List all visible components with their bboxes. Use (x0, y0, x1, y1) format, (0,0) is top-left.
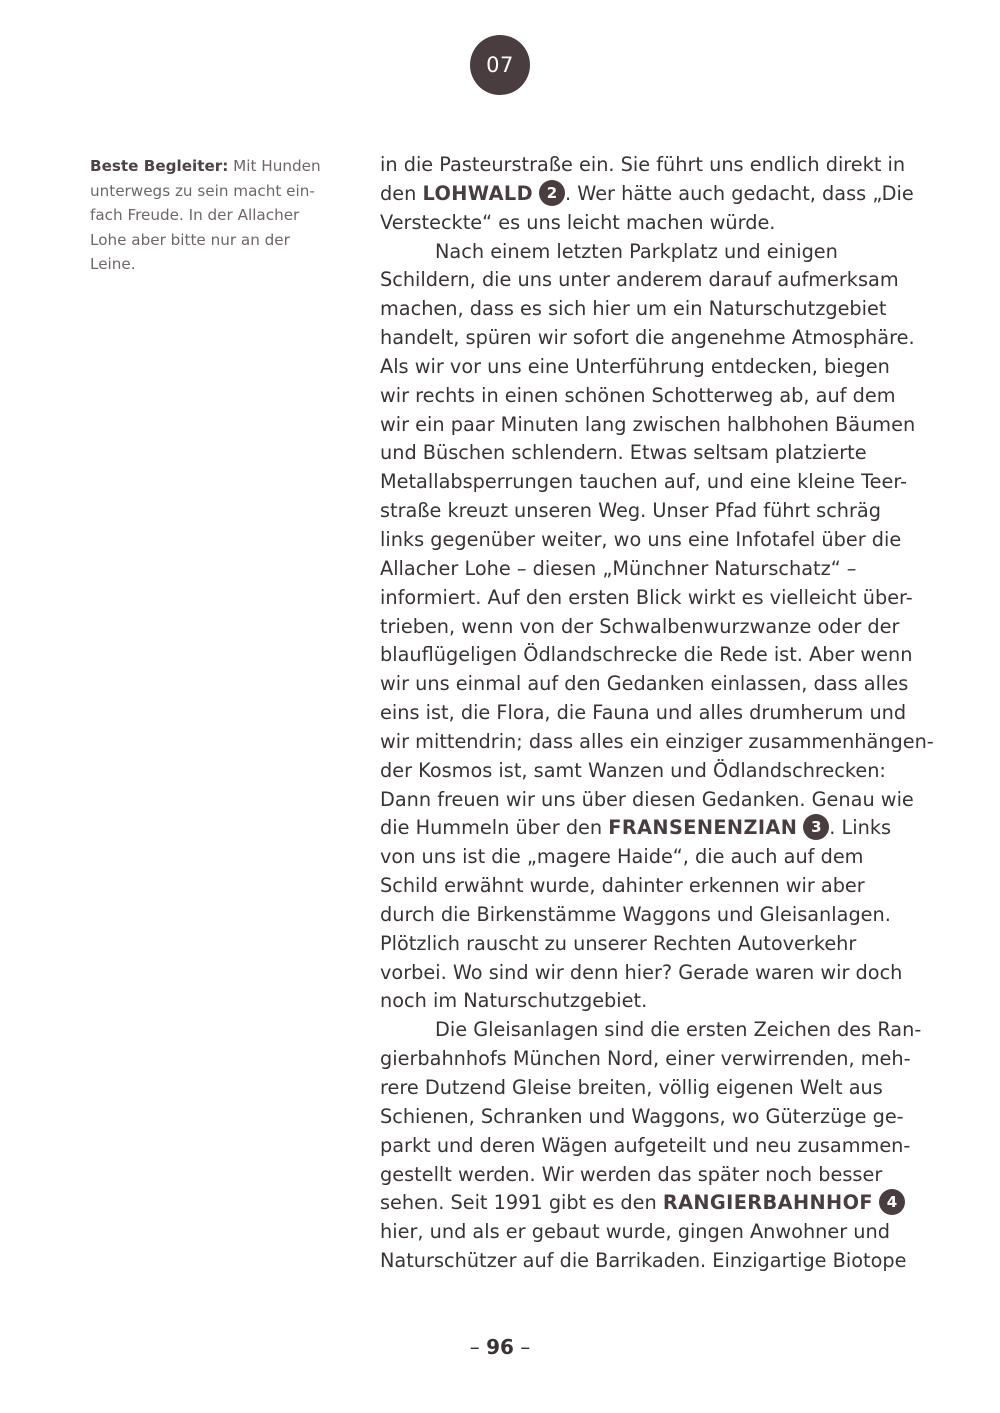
body-line: informiert. Auf den ersten Blick wirkt es vielleicht über- (380, 585, 913, 609)
poi-name-rangierbahnhof: RANGIERBAHNHOF (662, 1191, 873, 1215)
sidebar-line: Beste Begleiter: Mit Hunden (90, 157, 321, 175)
body-line: wir mittendrin; dass alles ein einziger zusammenhängen- (380, 729, 934, 753)
body-line: rere Dutzend Gleise breiten, völlig eigenen Welt aus (380, 1076, 883, 1099)
body-line: trieben, wenn von der Schwalbenwurzwanze oder der (380, 614, 900, 638)
body-line: links gegenüber weiter, wo uns eine Infotafel über die (380, 527, 902, 551)
sidebar-line: fach Freude. In der Allacher (90, 206, 300, 224)
body-line: wir uns einmal auf den Gedanken einlassen, dass alles (380, 672, 909, 696)
body-line: vorbei. Wo sind wir denn hier? Gerade waren wir doch (380, 960, 903, 984)
sidebar-lead: Beste Begleiter: (90, 157, 229, 175)
poi-marker-4: 4 (879, 1189, 905, 1215)
body-line: Dann freuen wir uns über diesen Gedanken. Genau wie (380, 787, 914, 811)
body-line: wir ein paar Minuten lang zwischen halbhohen Bäumen (380, 412, 916, 436)
body-line: Nach einem letzten Parkplatz und einigen (435, 239, 838, 263)
body-line: blauflügeligen Ödlandschrecke die Rede ist. Aber wenn (380, 643, 913, 667)
sidebar-line: Lohe aber bitte nur an der (90, 230, 290, 249)
body-line: von uns ist die „magere Haide“, die auch auf dem (380, 845, 864, 869)
body-text (380, 151, 934, 1276)
body-line: in die Pasteurstraße ein. Sie führt uns endlich direkt in (380, 153, 906, 176)
poi-name-lohwald: LOHWALD (422, 181, 533, 205)
body-line: und Büschen schlendern. Etwas seltsam platzierte (380, 441, 867, 465)
poi-name-fransenenzian: FRANSENENZIAN (608, 816, 798, 840)
body-line: Schildern, die uns unter anderem darauf aufmerksam (380, 268, 899, 292)
body-line: der Kosmos ist, samt Wanzen und Ödlandschrecken: (380, 758, 886, 782)
body-line: Schild erwähnt wurde, dahinter erkennen wir aber (380, 874, 865, 898)
body-line: eins ist, die Flora, die Fauna und alles drumherum und (380, 701, 907, 725)
poi-marker-2: 2 (539, 180, 565, 206)
body-line: Naturschützer auf die Barrikaden. Einzigartige Biotope (380, 1249, 907, 1273)
sidebar-line: Leine. (90, 255, 136, 273)
chapter-number-badge (470, 35, 530, 95)
body-line: straße kreuzt unseren Weg. Unser Pfad führt schräg (380, 499, 881, 523)
body-line: durch die Birkenstämme Waggons und Gleisanlagen. (380, 902, 891, 926)
sidebar-note (90, 154, 328, 277)
body-line: Schienen, Schranken und Waggons, wo Güterzüge ge- (380, 1104, 904, 1128)
body-line: Als wir vor uns eine Unterführung entdecken, biegen (380, 354, 890, 378)
body-line: Allacher Lohe – diesen „Münchner Naturschatz“ – (380, 556, 857, 580)
body-line: Versteckte“ es uns leicht machen würde. (380, 210, 776, 234)
body-line: die Hummeln über den FRANSENENZIAN 3 . Links (380, 816, 892, 840)
body-line: parkt und deren Wägen aufgeteilt und neu zusammen- (380, 1133, 911, 1157)
body-line: handelt, spüren wir sofort die angenehme Atmosphäre. (380, 326, 915, 350)
body-line: hier, und als er gebaut wurde, gingen Anwohner und (380, 1220, 890, 1244)
page-number-footer: – 96 – (469, 1335, 531, 1359)
body-line: Die Gleisanlagen sind die ersten Zeichen des Ran- (435, 1018, 922, 1042)
body-line: Metallabsperrungen tauchen auf, und eine kleine Teer- (380, 470, 907, 494)
body-line: noch im Naturschutzgebiet. (380, 989, 648, 1013)
chapter-number: 07 (486, 53, 514, 77)
page-number: 96 (486, 1335, 514, 1359)
body-line: den LOHWALD 2 . Wer hätte auch gedacht, dass „Die (380, 181, 914, 205)
body-line: machen, dass es sich hier um ein Naturschutzgebiet (380, 297, 887, 321)
body-line: gestellt werden. Wir werden das später noch besser (380, 1162, 883, 1186)
body-line: gierbahnhofs München Nord, einer verwirrenden, meh- (380, 1047, 911, 1071)
body-line: Plötzlich rauscht zu unserer Rechten Autoverkehr (380, 931, 857, 955)
body-line: wir rechts in einen schönen Schotterweg ab, auf dem (380, 383, 896, 407)
body-line: sehen. Seit 1991 gibt es den RANGIERBAHNHOF 4 (380, 1189, 920, 1218)
sidebar-line: unterwegs zu sein macht ein- (90, 181, 315, 200)
poi-marker-3: 3 (803, 814, 829, 840)
